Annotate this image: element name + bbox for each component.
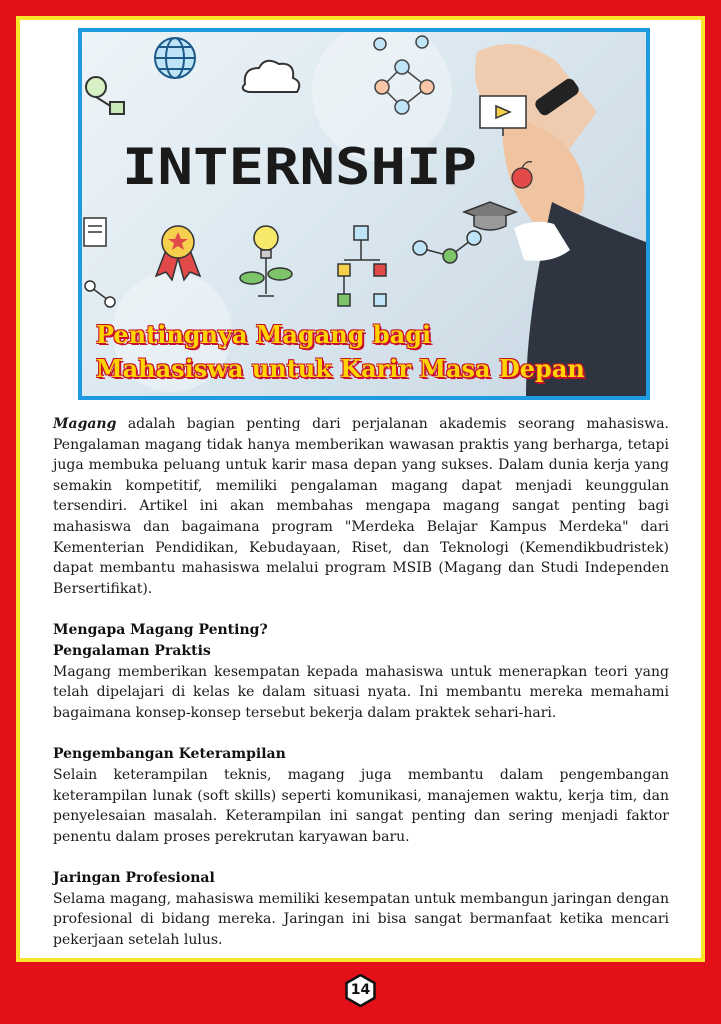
page-number-badge [344,974,377,1007]
cloud-icon [243,61,300,92]
section-heading: Mengapa Magang Penting? [53,622,268,639]
intro-lead-word: Magang [53,416,117,432]
page-number: 14 [350,982,371,998]
graduation-cap-icon [464,202,516,230]
book-icon [84,218,106,246]
subsection-heading: Jaringan Profesional [53,870,215,887]
internship-lettering: INTERNSHIP [122,138,477,196]
hero-title-line1: Pentingnya Magang bagi [96,320,432,349]
molecule-icon [413,231,481,263]
hero-title [96,318,616,386]
medal-icon [156,226,200,280]
subsection-heading: Pengalaman Praktis [53,642,211,659]
subsection-paragraph: Selama magang, mahasiswa memiliki kesempatan untuk membangun jaringan dengan profesional di bidang mereka. Jaringan ini bisa sangat bermanfaat ketika mencari pekerjaan setelah lulus. [53,890,669,949]
article-body [53,414,669,951]
hero-image [78,28,650,400]
subsection-paragraph: Selain keterampilan teknis, magang juga membantu dalam pengembangan keterampilan lunak (soft skills) seperti komunikasi, manajemen waktu, kerja tim, dan penyelesaian masalah. Keterampilan ini sangat penting dan sering menjadi faktor penentu dalam proses perekrutan karyawan baru. [53,766,669,845]
subsection-heading: Pengembangan Keterampilan [53,746,286,763]
flowchart-icon [338,226,386,306]
intro-paragraph [53,414,669,599]
lightbulb-left-icon [86,77,124,114]
subsection-paragraph: Magang memberikan kesempatan kepada mahasiswa untuk menerapkan teori yang telah dipelajari di kelas ke dalam situasi nyata. Ini membantu mereka memahami bagaimana konsep-konsep tersebut bekerja dalam praktek sehari-hari. [53,663,669,721]
lightbulb-plant-icon [240,226,292,296]
hero-title-line2: Mahasiswa untuk Karir Masa Depan [96,354,585,383]
globe-icon [155,38,195,78]
share-nodes-icon [85,281,115,307]
intro-text: adalah bagian penting dari perjalanan akademis seorang mahasiswa. Pengalaman magang tidak hanya memberikan wawasan praktis yang berharga, tetapi juga membuka peluang untuk karir masa depan yang sukses. Dalam dunia kerja yang semakin kompetitif, memiliki pengalaman magang dapat menjadi keunggulan tersendiri. Artikel ini akan membahas mengapa magang sangat penting bagi mahasiswa dan bagaimana program "Merdeka Belajar Kampus Merdeka" dari Kementerian Pendidikan, Kebudayaan, Riset, dan Teknologi (Kemendikbudristek) dapat membantu mahasiswa melalui program MSIB (Magang dan Studi Independen Bersertifikat). [53,416,669,597]
